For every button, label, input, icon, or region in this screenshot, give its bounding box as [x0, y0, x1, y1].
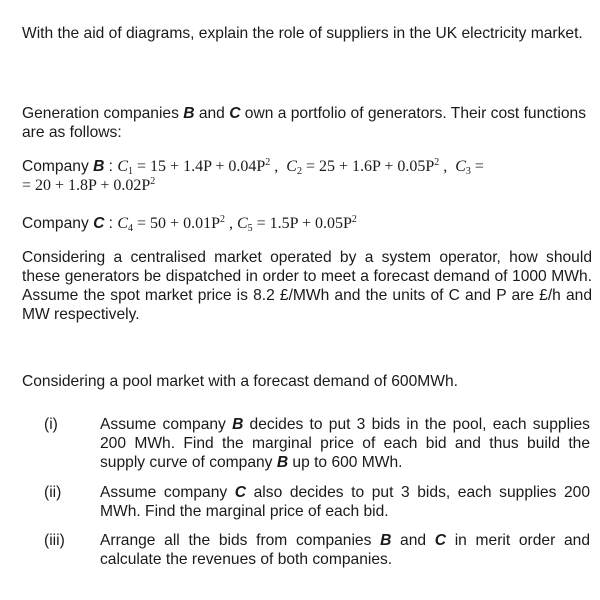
- generation-intro: Generation companies B and C own a portfolio of generators. Their cost functions are as follows:: [22, 105, 587, 141]
- c3-rhs: = 20 + 1.8P + 0.02P: [22, 177, 151, 194]
- company-b-cost-functions: Company B : $C_1 = 15 + 1.4P + 0.04P^2$ , $C_2 = 25 + 1.6P + 0.05P^2$ , $C_3$ = = $20 + 1.8P + 0.02P^2$: [22, 157, 484, 194]
- dispatch-question: Considering a centralised market operated by a system operator, how should these generators be dispatched in order to meet a forecast demand of 1000 MWh. Assume the spot market price is 8.2 £/MWh and the units of C and P are £/h and MW respectively.: [22, 249, 592, 323]
- question-intro: With the aid of diagrams, explain the role of suppliers in the UK electricity market.: [22, 25, 583, 42]
- pool-market-intro: Considering a pool market with a forecast demand of 600MWh.: [22, 373, 458, 390]
- company-c-cost-functions: Company C : $C_4 = 50 + 0.01P^2$ , $C_5 = 1.5P + 0.05P^2$: [22, 214, 357, 234]
